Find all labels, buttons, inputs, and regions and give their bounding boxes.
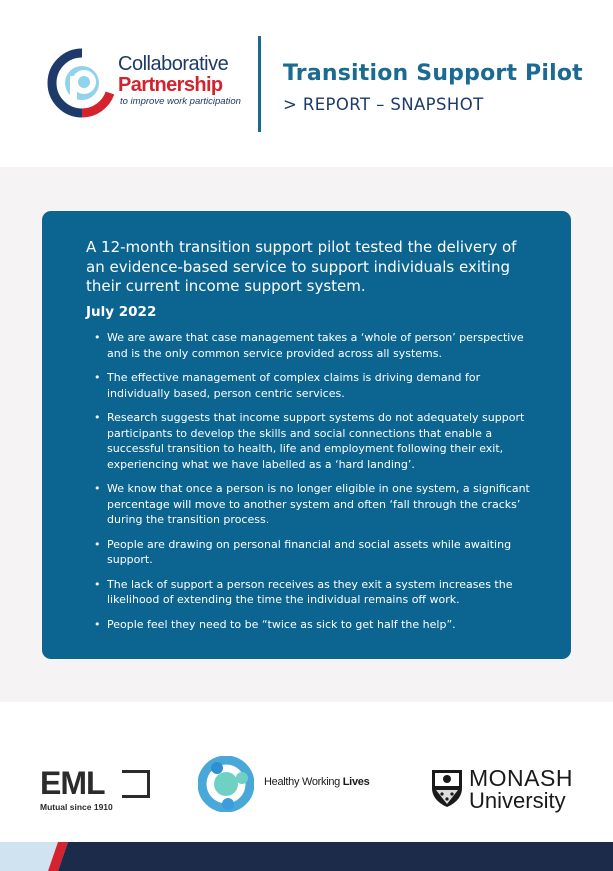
healthy-working-lives-wordmark	[264, 776, 369, 788]
logo-line-2: Partnership	[118, 74, 223, 96]
report-date: July 2022	[86, 304, 157, 320]
bullet-dot-icon: •	[94, 411, 101, 424]
hwl-name-part1: Healthy Working	[264, 776, 343, 788]
hwl-name-part2: Lives	[342, 776, 370, 788]
collaborative-partnership-logo-icon	[42, 48, 122, 118]
eml-bracket-icon	[122, 770, 150, 798]
eml-wordmark: EML	[40, 765, 105, 801]
bullet-dot-icon: •	[94, 577, 101, 591]
bullet-item	[94, 537, 534, 568]
bullet-dot-icon: •	[94, 371, 101, 384]
bullet-text: The lack of support a person receives as they exit a system increases the likelihood of extending the time the individual remains off work.	[107, 577, 513, 606]
logo-line-1: Collaborative	[118, 53, 229, 75]
bullet-text: We are aware that case management takes a ‘whole of person’ perspective and is the only common service provided across all systems.	[107, 331, 524, 360]
monash-line-1: MONASH	[469, 765, 573, 791]
collaborative-partnership-wordmark	[118, 54, 241, 108]
healthy-working-lives-icon	[198, 756, 254, 812]
bullet-dot-icon: •	[94, 537, 101, 551]
bullet-text: Research suggests that income support systems do not adequately support participants to develop the skills and social connections that enable a successful transition to health, life and employment following their exit, experiencing what we have labelled as a ‘hard landing’.	[107, 411, 525, 471]
bullet-item	[94, 577, 534, 608]
bullet-item	[94, 617, 534, 633]
summary-bullet-list	[94, 330, 534, 641]
eml-logo	[40, 765, 113, 812]
logo-tagline: to improve work participation	[120, 96, 241, 107]
bullet-text: The effective management of complex claims is driving demand for individually based, person centric services.	[107, 371, 481, 400]
bullet-text: We know that once a person is no longer eligible in one system, a significant percentage will move to another system and often ‘fall through the cracks’ during the transition process.	[107, 482, 530, 526]
bullet-item	[94, 481, 534, 528]
bullet-item	[94, 370, 534, 401]
bullet-dot-icon: •	[94, 331, 101, 344]
eml-tagline: Mutual since 1910	[40, 802, 113, 812]
header	[0, 0, 613, 167]
report-title: Transition Support Pilot	[283, 61, 583, 86]
bullet-dot-icon: •	[94, 617, 101, 631]
monash-line-2: University	[469, 788, 566, 813]
bullet-text: People feel they need to be “twice as sick to get half the help”.	[107, 617, 456, 631]
bullet-item	[94, 330, 534, 361]
footer-bar	[0, 842, 613, 871]
report-subtitle: > REPORT – SNAPSHOT	[283, 95, 484, 114]
bullet-text: People are drawing on personal financial and social assets while awaiting support.	[107, 537, 512, 566]
bullet-item	[94, 410, 534, 472]
monash-crest-icon	[430, 768, 464, 808]
summary-intro: A 12-month transition support pilot tested the delivery of an evidence-based service to support individuals exiting their current income support system.	[86, 238, 517, 295]
header-divider	[258, 36, 261, 132]
bullet-dot-icon: •	[94, 482, 101, 495]
